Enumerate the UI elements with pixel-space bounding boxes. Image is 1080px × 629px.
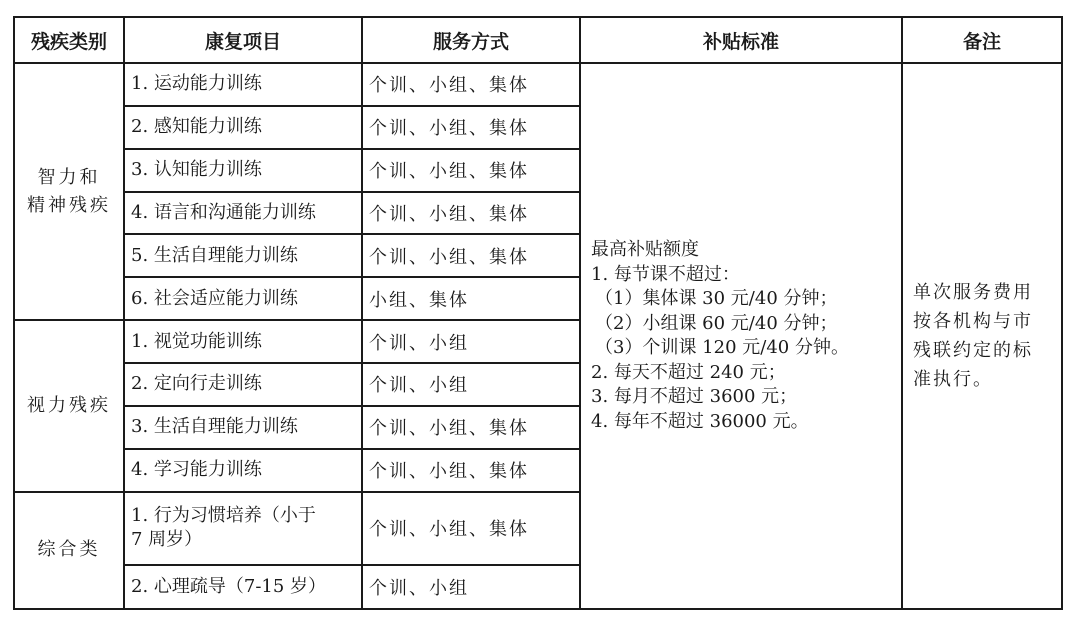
header-rehab-item: 康复项目 (124, 17, 362, 63)
rehab-item: 3. 生活自理能力训练 (124, 406, 362, 449)
subsidy-line: 最高补贴额度 (591, 239, 699, 260)
subsidy-line: 3. 每月不超过 3600 元； (591, 386, 798, 407)
subsidy-line: 4. 每年不超过 36000 元。 (591, 410, 809, 432)
rehab-item: 2. 定向行走训练 (124, 363, 362, 406)
rehab-item: 5. 生活自理能力训练 (124, 234, 362, 277)
rehab-item: 2. 心理疏导（7-15 岁） (124, 565, 362, 609)
remarks-line: 残联约定的标 (913, 340, 1033, 361)
table-row (14, 63, 1062, 106)
subsidy-line: （3）个训课 120 元/40 分钟。 (595, 337, 849, 358)
category-comprehensive: 综合类 (14, 492, 124, 609)
service-mode: 个训、小组、集体 (362, 149, 580, 192)
rehab-item: 1. 运动能力训练 (124, 63, 362, 106)
service-mode: 个训、小组、集体 (362, 106, 580, 149)
service-mode: 个训、小组、集体 (362, 449, 580, 492)
category-intellectual-mental: 智力和 精神残疾 (14, 63, 124, 320)
subsidy-standard-cell (580, 63, 902, 609)
rehab-item: 6. 社会适应能力训练 (124, 277, 362, 320)
service-mode: 个训、小组 (362, 565, 580, 609)
remarks-line: 单次服务费用 (913, 282, 1033, 303)
header-disability-category: 残疾类别 (14, 17, 124, 63)
rehab-item: 1. 视觉功能训练 (124, 320, 362, 363)
rehab-subsidy-table (13, 16, 1063, 610)
header-remarks: 备注 (902, 17, 1062, 63)
category-visual: 视力残疾 (14, 320, 124, 491)
service-mode: 个训、小组、集体 (362, 63, 580, 106)
service-mode: 个训、小组、集体 (362, 192, 580, 235)
service-mode: 个训、小组、集体 (362, 234, 580, 277)
subsidy-line: 2. 每天不超过 240 元； (591, 361, 786, 383)
subsidy-line: （2）小组课 60 元/40 分钟； (595, 312, 838, 334)
service-mode: 个训、小组、集体 (362, 492, 580, 565)
service-mode: 小组、集体 (362, 277, 580, 320)
subsidy-line: （1）集体课 30 元/40 分钟； (595, 288, 838, 309)
header-service-mode: 服务方式 (362, 17, 580, 63)
remarks-line: 按各机构与市 (913, 311, 1033, 332)
service-mode: 个训、小组 (362, 363, 580, 406)
service-mode: 个训、小组、集体 (362, 406, 580, 449)
header-subsidy-standard: 补贴标准 (580, 17, 902, 63)
rehab-item: 4. 学习能力训练 (124, 449, 362, 492)
remarks-line: 准执行。 (913, 369, 993, 390)
rehab-item: 3. 认知能力训练 (124, 149, 362, 192)
rehab-item: 1. 行为习惯培养（小于 7 周岁） (124, 492, 362, 565)
service-mode: 个训、小组 (362, 320, 580, 363)
rehab-item: 4. 语言和沟通能力训练 (124, 192, 362, 235)
header-row (14, 17, 1062, 63)
remarks-cell (902, 63, 1062, 609)
rehab-item: 2. 感知能力训练 (124, 106, 362, 149)
subsidy-line: 1. 每节课不超过： (591, 263, 740, 285)
